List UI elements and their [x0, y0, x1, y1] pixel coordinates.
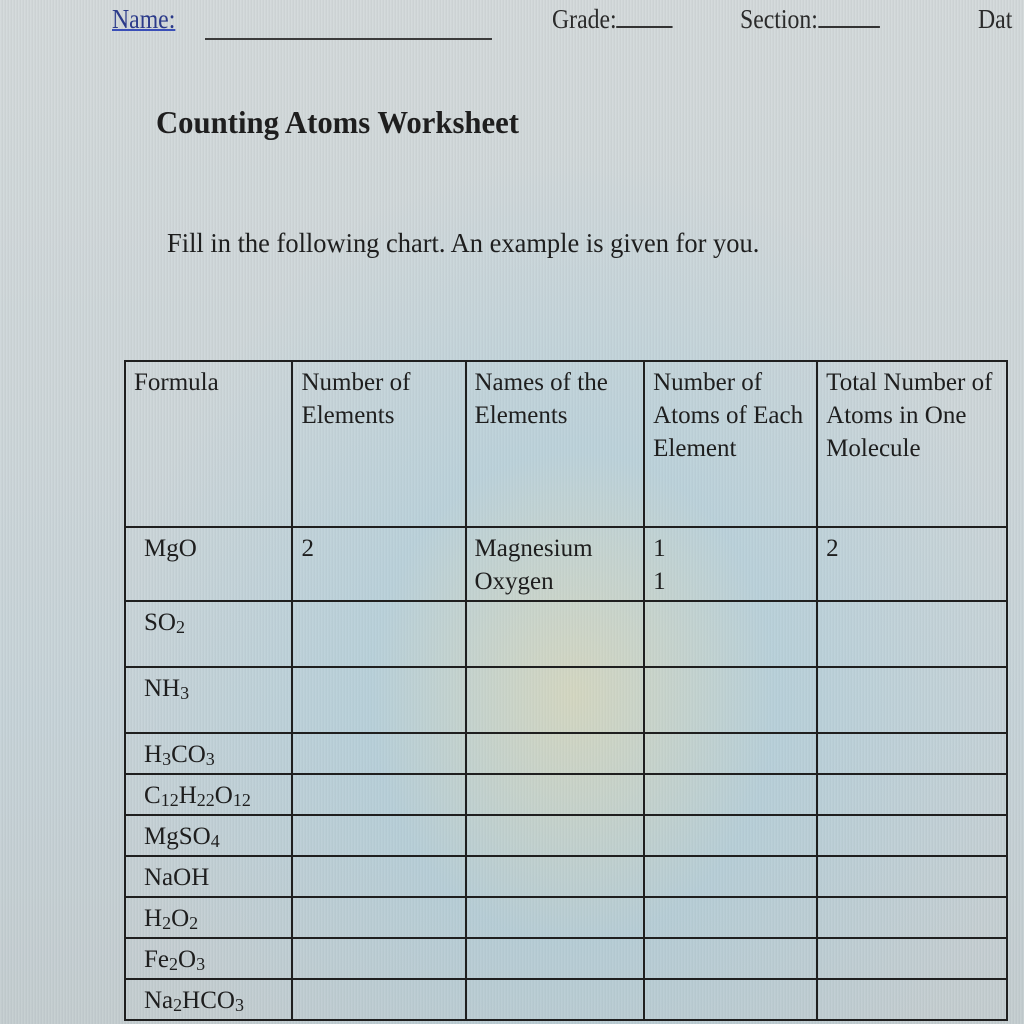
header-total-atoms: Total Number of Atoms in One Molecule [817, 361, 1007, 527]
number-of-elements-cell[interactable] [292, 979, 465, 1020]
formula-rows [125, 601, 1007, 1020]
atoms-each-cell[interactable] [644, 897, 817, 938]
element-names-cell[interactable] [466, 815, 645, 856]
grade-label: Grade: [552, 4, 617, 34]
table-row [125, 897, 1007, 938]
atoms-each-cell[interactable] [644, 601, 817, 667]
section-label: Section: [740, 4, 818, 34]
table-row [125, 601, 1007, 667]
table-row [125, 733, 1007, 774]
worksheet-title: Counting Atoms Worksheet [156, 104, 519, 140]
atoms-each-cell[interactable] [644, 733, 817, 774]
atoms-each-cell[interactable] [644, 856, 817, 897]
element-names-cell[interactable] [466, 938, 645, 979]
example-row [125, 527, 1007, 601]
formula-cell: $Na_2HCO_3$ [125, 979, 292, 1020]
table-row [125, 856, 1007, 897]
counting-atoms-table [124, 360, 1008, 1021]
element-names-cell[interactable] [466, 979, 645, 1020]
header-names-of-elements: Names of the Elements [466, 361, 645, 527]
total-atoms-cell[interactable] [817, 897, 1007, 938]
formula-cell: MgO [125, 527, 292, 601]
total-atoms-cell[interactable] [817, 733, 1007, 774]
total-atoms-cell[interactable] [817, 667, 1007, 733]
total-atoms-cell[interactable] [817, 815, 1007, 856]
section-field [740, 4, 879, 35]
number-of-elements-cell[interactable] [292, 667, 465, 733]
total-atoms-cell: 2 [817, 527, 1007, 601]
formula-cell: MgSO$_4$ [125, 815, 292, 856]
number-of-elements-cell[interactable] [292, 856, 465, 897]
atoms-each-cell[interactable] [644, 979, 817, 1020]
date-label: Dat [978, 4, 1013, 34]
atom-count: 1 [653, 535, 666, 562]
header-number-of-elements: Number of Elements [292, 361, 465, 527]
formula-cell: $H_3CO_3$ [125, 733, 292, 774]
grade-blank-line[interactable] [617, 25, 673, 28]
element-names-cell[interactable] [466, 733, 645, 774]
formula-cell: NaOH [125, 856, 292, 897]
element-names-cell[interactable] [466, 667, 645, 733]
formula-cell: $Fe_2O_3$ [125, 938, 292, 979]
table-row [125, 815, 1007, 856]
atoms-each-cell[interactable] [644, 667, 817, 733]
atoms-each-cell[interactable] [644, 815, 817, 856]
section-blank-line[interactable] [818, 25, 880, 28]
number-of-elements-cell[interactable] [292, 938, 465, 979]
name-blank-line[interactable] [205, 38, 492, 40]
element-names-cell [466, 527, 645, 601]
element-names-cell[interactable] [466, 897, 645, 938]
element-names-cell[interactable] [466, 856, 645, 897]
atoms-each-cell [644, 527, 817, 601]
total-atoms-cell[interactable] [817, 979, 1007, 1020]
formula-cell: $C_{12}H_{22}O_{12}$ [125, 774, 292, 815]
atom-count: 1 [653, 568, 666, 595]
name-label: Name: [112, 4, 176, 34]
total-atoms-cell[interactable] [817, 774, 1007, 815]
grade-field [552, 4, 673, 35]
element-name: Oxygen [474, 568, 554, 595]
number-of-elements-cell[interactable] [292, 733, 465, 774]
formula-cell: $H_2O_2$ [125, 897, 292, 938]
table-row [125, 979, 1007, 1020]
total-atoms-cell[interactable] [817, 938, 1007, 979]
table-row [125, 938, 1007, 979]
number-of-elements-cell[interactable] [292, 897, 465, 938]
element-names-cell[interactable] [466, 774, 645, 815]
table-row [125, 667, 1007, 733]
formula-cell: $SO_2$ [125, 601, 292, 667]
atoms-each-cell[interactable] [644, 938, 817, 979]
atoms-each-cell[interactable] [644, 774, 817, 815]
header-formula: Formula [125, 361, 292, 527]
table-row [125, 774, 1007, 815]
element-names-cell[interactable] [466, 601, 645, 667]
number-of-elements-cell: 2 [292, 527, 465, 601]
total-atoms-cell[interactable] [817, 601, 1007, 667]
number-of-elements-cell[interactable] [292, 774, 465, 815]
number-of-elements-cell[interactable] [292, 815, 465, 856]
header-atoms-each-element: Number of Atoms of Each Element [644, 361, 817, 527]
table-header-row [125, 361, 1007, 527]
formula-cell: $NH_3$ [125, 667, 292, 733]
instructions-text: Fill in the following chart. An example is given for you. [167, 228, 760, 258]
number-of-elements-cell[interactable] [292, 601, 465, 667]
counting-atoms-table-wrapper [124, 360, 1008, 1016]
element-name: Magnesium [474, 535, 593, 562]
total-atoms-cell[interactable] [817, 856, 1007, 897]
